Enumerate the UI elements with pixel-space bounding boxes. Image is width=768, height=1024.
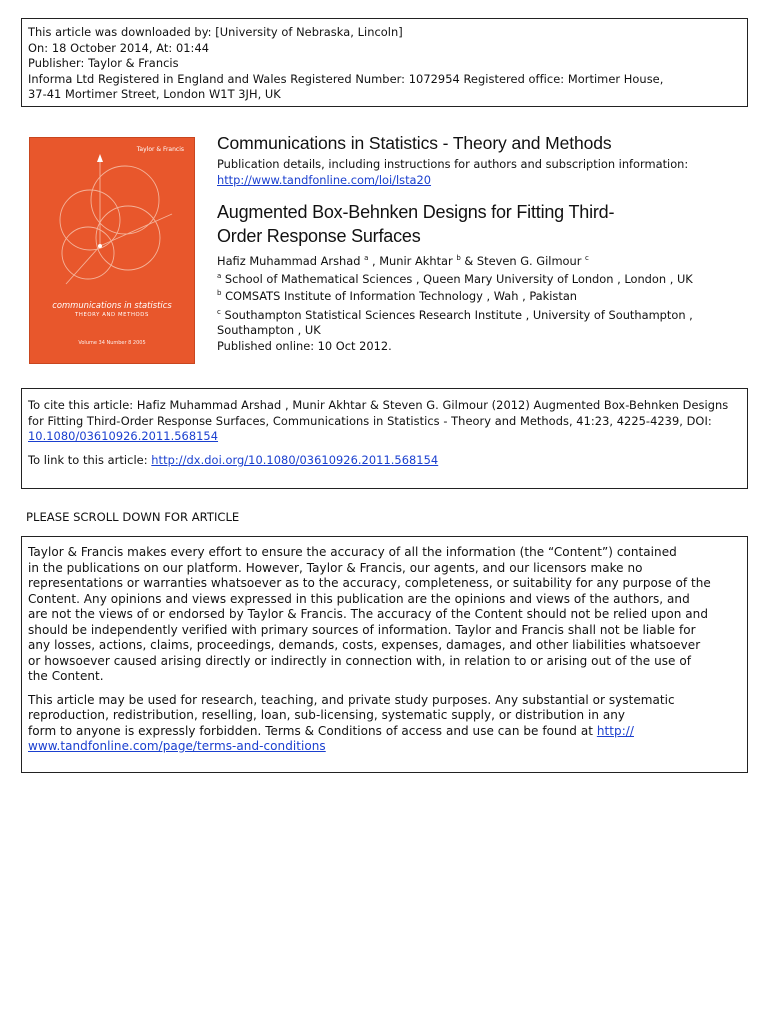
author-separator: &: [460, 254, 477, 268]
disclaimer-line: the Content.: [28, 669, 104, 683]
disclaimer-line: should be independently verified with primary sources of information. Taylor and Francis shall not be liable for: [28, 622, 696, 637]
usage-line: reproduction, redistribution, reselling, loan, sub-licensing, systematic supply, or distribution in any: [28, 708, 626, 722]
scroll-down-note: PLEASE SCROLL DOWN FOR ARTICLE: [26, 510, 240, 524]
author-name: Steven G. Gilmour: [476, 254, 582, 268]
journal-url-link[interactable]: http://www.tandfonline.com/loi/lsta20: [217, 172, 432, 187]
citation-line: for Fitting Third-Order Response Surfaces, Communications in Statistics - Theory and Methods, 41:23, 4225-4239, DOI:: [28, 413, 712, 428]
disclaimer-line: Content. Any opinions and views expressed in this publication are the opinions and views of the authors, and: [28, 591, 690, 606]
download-line: This article was downloaded by: [University of Nebraska, Lincoln]: [28, 25, 403, 39]
disclaimer-line: representations or warranties whatsoever as to the accuracy, completeness, or suitability for any purpose of the: [28, 576, 711, 590]
affiliation-sup: a: [217, 271, 222, 280]
link-label: To link to this article:: [28, 452, 148, 467]
disclaimer-line: any losses, actions, claims, proceedings, demands, costs, expenses, damages, and other liabilities whatsoever: [28, 638, 701, 652]
cover-issue: Volume 34 Number 8 2005: [78, 340, 146, 346]
affiliation: [217, 308, 737, 339]
citation-line: To cite this article: Hafiz Muhammad Arshad , Munir Akhtar & Steven G. Gilmour (2012) Augmented Box-Behnken Designs: [28, 398, 729, 412]
terms-link[interactable]: http://: [596, 723, 634, 738]
author-separator: ,: [368, 254, 380, 268]
author-name: Munir Akhtar: [379, 254, 453, 268]
article-title: [217, 200, 717, 248]
affiliation-sup: b: [217, 289, 222, 297]
author-sup: a: [364, 254, 369, 262]
disclaimer-box: [21, 536, 748, 773]
download-line: Publisher: Taylor & Francis: [28, 56, 179, 70]
cover-title: communications in statistics: [52, 300, 172, 310]
disclaimer-line: are not the views of or endorsed by Taylor & Francis. The accuracy of the Content should not be relied upon and: [28, 607, 708, 621]
affiliation-text: COMSATS Institute of Information Technology , Wah , Pakistan: [225, 289, 578, 303]
download-info-box: [21, 18, 748, 107]
author-block: [217, 253, 737, 354]
disclaimer-line: or howsoever caused arising directly or indirectly in connection with, in relation to or arising out of the use of: [28, 653, 692, 668]
affiliation-text: Southampton Statistical Sciences Research Institute , University of Southampton ,: [224, 307, 693, 322]
published-date: Published online: 10 Oct 2012.: [217, 338, 392, 353]
journal-cover-image: [29, 137, 195, 364]
usage-text: form to anyone is expressly forbidden. Terms & Conditions of access and use can be found at: [28, 723, 597, 738]
article-title-line: Augmented Box-Behnken Designs for Fitting Third-: [217, 202, 615, 222]
usage-line: This article may be used for research, teaching, and private study purposes. Any substantial or systematic: [28, 692, 675, 707]
journal-title: Communications in Statistics - Theory and Methods: [217, 133, 612, 153]
author-list: [217, 253, 737, 271]
author-sup: b: [456, 254, 461, 262]
publication-details: [217, 157, 688, 188]
affiliation-sup: c: [217, 307, 221, 316]
article-title-line: Order Response Surfaces: [217, 226, 421, 246]
affiliation-text: Southampton , UK: [217, 323, 321, 337]
cover-subtitle: THEORY AND METHODS: [75, 312, 149, 318]
citation-box: [21, 388, 748, 489]
article-doi-url-link[interactable]: http://dx.doi.org/10.1080/03610926.2011.568154: [151, 452, 439, 467]
download-line: Informa Ltd Registered in England and Wales Registered Number: 1072954 Registered office: Mortimer House,: [28, 71, 664, 86]
author-name: Hafiz Muhammad Arshad: [217, 254, 361, 268]
author-sup: c: [585, 254, 589, 262]
terms-link-continued[interactable]: www.tandfonline.com/page/terms-and-conditions: [28, 739, 326, 753]
affiliation: [217, 271, 737, 289]
affiliation-text: School of Mathematical Sciences , Queen Mary University of London , London , UK: [224, 271, 693, 286]
publisher-logo: Taylor & Francis: [136, 146, 184, 153]
doi-link[interactable]: 10.1080/03610926.2011.568154: [28, 429, 219, 443]
download-line: On: 18 October 2014, At: 01:44: [28, 40, 210, 55]
cover-artwork: [30, 138, 195, 364]
usage-line: [28, 724, 747, 740]
disclaimer-line: in the publications on our platform. However, Taylor & Francis, our agents, and our licensors make no: [28, 560, 643, 575]
download-line: 37-41 Mortimer Street, London W1T 3JH, UK: [28, 87, 281, 101]
publication-details-text: Publication details, including instructions for authors and subscription information:: [217, 157, 689, 171]
disclaimer-line: Taylor & Francis makes every effort to ensure the accuracy of all the information (the “Content”) contained: [28, 545, 677, 559]
affiliation: [217, 288, 737, 306]
